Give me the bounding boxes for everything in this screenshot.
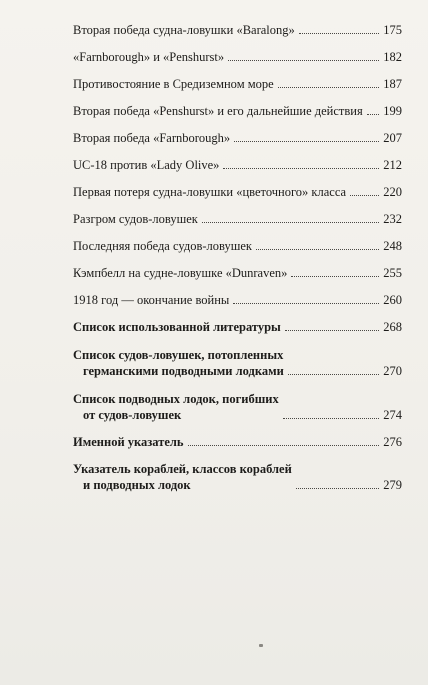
toc-entry[interactable] [73, 49, 402, 65]
toc-entry-submarines-list[interactable] [73, 391, 402, 423]
dot-leader [188, 445, 380, 446]
dot-leader [288, 374, 379, 375]
toc-entry-page: 187 [383, 77, 402, 91]
print-mark [259, 644, 263, 647]
dot-leader [228, 60, 379, 61]
toc-entry-title: Именной указатель [73, 435, 184, 449]
toc-entry-qships-list[interactable] [73, 347, 402, 379]
toc-entry-title: Последняя победа судов-ловушек [73, 239, 252, 253]
toc-entry-title: Кэмпбелл на судне-ловушке «Dunraven» [73, 266, 288, 280]
toc-entry-page: 270 [383, 364, 402, 378]
toc-entry-page: 248 [383, 239, 402, 253]
toc-entry-title: Разгром судов-ловушек [73, 212, 198, 226]
toc-entry-title: Указатель кораблей, классов кораблей и подводных лодок [73, 462, 292, 492]
toc-entry-title: Список судов-ловушек, потопленных германскими подводными лодками [73, 348, 284, 378]
toc-entry-page: 276 [383, 435, 402, 449]
toc-entry[interactable] [73, 76, 402, 92]
dot-leader [367, 114, 380, 115]
toc-entry-title: Вторая победа судна-ловушки «Baralong» [73, 23, 295, 37]
toc-entry[interactable] [73, 238, 402, 254]
toc-entry-bibliography[interactable] [73, 319, 402, 335]
toc-entry-page: 274 [383, 408, 402, 422]
toc-entry-page: 220 [383, 185, 402, 199]
dot-leader [291, 276, 379, 277]
toc-entry[interactable] [73, 265, 402, 281]
toc-entry-title: Список использованной литературы [73, 320, 281, 334]
table-of-contents [73, 22, 402, 493]
toc-entry[interactable] [73, 211, 402, 227]
toc-entry-page: 182 [383, 50, 402, 64]
dot-leader [278, 87, 380, 88]
toc-entry-page: 212 [383, 158, 402, 172]
toc-entry-page: 279 [383, 478, 402, 492]
toc-entry-page: 199 [383, 104, 402, 118]
toc-entry-title: 1918 год — окончание войны [73, 293, 230, 307]
toc-entry[interactable] [73, 103, 402, 119]
toc-entry-title: «Farnborough» и «Penshurst» [73, 50, 225, 64]
toc-entry-ship-index[interactable] [73, 461, 402, 493]
dot-leader [223, 168, 379, 169]
toc-entry-title: Список подводных лодок, погибших от судов-ловушек [73, 392, 279, 422]
toc-entry[interactable] [73, 292, 402, 308]
dot-leader [256, 249, 379, 250]
toc-entry-page: 232 [383, 212, 402, 226]
toc-entry-page: 207 [383, 131, 402, 145]
toc-entry[interactable] [73, 157, 402, 173]
toc-entry-title: Вторая победа «Farnborough» [73, 131, 231, 145]
toc-entry-title: Первая потеря судна-ловушки «цветочного» класса [73, 185, 347, 199]
toc-entry-page: 255 [383, 266, 402, 280]
toc-entry-title: Противостояние в Средиземном море [73, 77, 274, 91]
dot-leader [202, 222, 379, 223]
toc-entry[interactable] [73, 184, 402, 200]
dot-leader [233, 303, 379, 304]
dot-leader [234, 141, 379, 142]
dot-leader [285, 330, 379, 331]
dot-leader [350, 195, 379, 196]
toc-entry[interactable] [73, 130, 402, 146]
toc-entry-title: Вторая победа «Penshurst» и его дальнейшие действия [73, 104, 363, 118]
toc-entry-page: 175 [383, 23, 402, 37]
dot-leader [299, 33, 379, 34]
toc-entry-name-index[interactable] [73, 434, 402, 450]
toc-entry-page: 268 [383, 320, 402, 334]
dot-leader [296, 488, 379, 489]
dot-leader [283, 418, 380, 419]
toc-entry-title: UC-18 против «Lady Olive» [73, 158, 220, 172]
toc-entry-page: 260 [383, 293, 402, 307]
toc-entry[interactable] [73, 22, 402, 38]
